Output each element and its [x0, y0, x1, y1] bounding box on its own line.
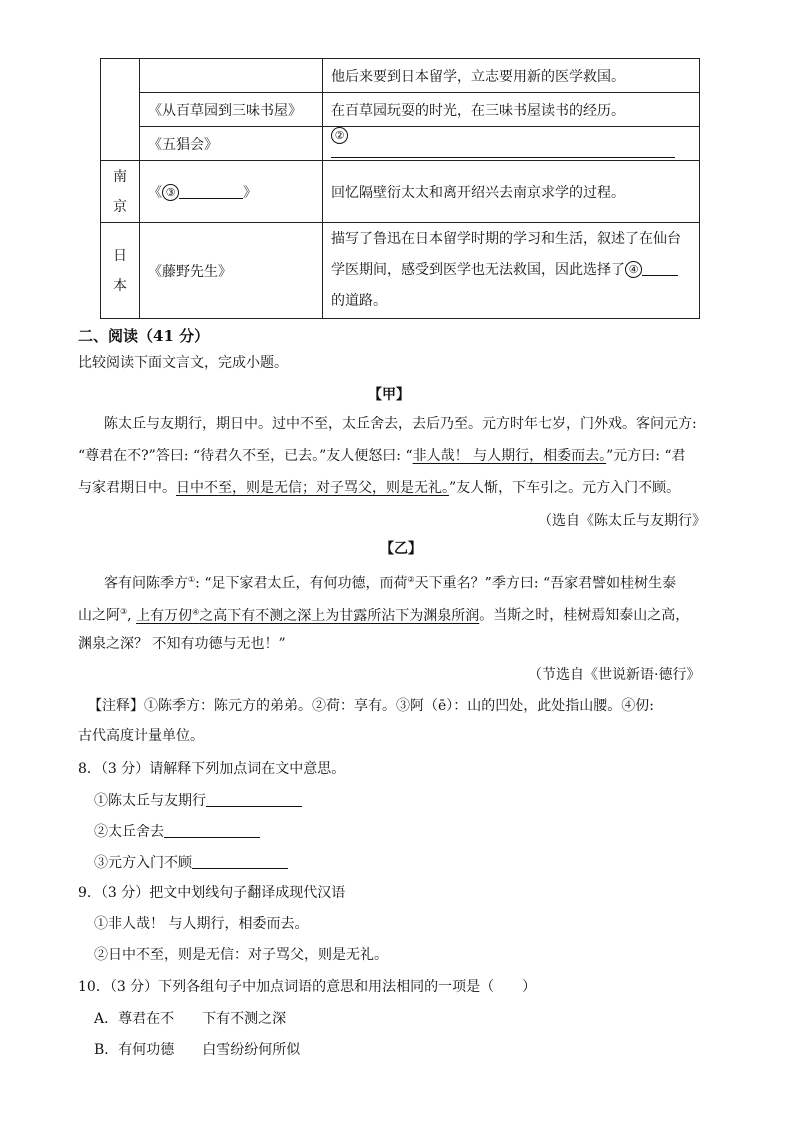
- question-item: ①陈太丘与友期行: [94, 790, 302, 810]
- marker-4: ④: [625, 261, 642, 278]
- notes-line: 古代高度计量单位。: [78, 728, 204, 744]
- section-heading: 二、阅读（41 分）: [78, 327, 210, 345]
- question-9: 9．（3 分）把文中划线句子翻译成现代汉语: [78, 885, 346, 901]
- book-mark-open: 《: [148, 184, 162, 201]
- book-mark-close: 》: [243, 184, 257, 201]
- question-item: ②日中不至，则是无信：对子骂父，则是无礼。: [94, 947, 388, 963]
- question-item: ②太丘舍去: [94, 821, 260, 841]
- passage-line: 渊泉之深？ 不知有功德与无也！”: [78, 636, 286, 652]
- marker-2: ②: [331, 127, 348, 144]
- title-cell: 《藤野先生》: [140, 223, 323, 319]
- region-cell: [101, 59, 140, 161]
- underlined-sentence-2: 日中不至，则是无信；对子骂父，则是无礼。: [176, 480, 449, 496]
- title-cell: [140, 59, 323, 93]
- table-row: [101, 59, 700, 93]
- answer-blank-3[interactable]: [179, 198, 243, 199]
- passage-line: 客有问陈季方①: “足下家君太丘，有何功德，而荷②天下重名？”季方曰: “吾家君譬如桂树生泰: [104, 575, 677, 592]
- option-a[interactable]: A．尊君在不 下有不测之深: [94, 1011, 287, 1027]
- region-label: 日本: [113, 247, 127, 294]
- passage-line: 山之阿③, 上有万仞④之高下有不测之深上为甘露所沾下为渊泉所润。当斯之时，桂树焉知泰山之高，: [78, 607, 690, 624]
- passage-source: （节选自《世说新语·德行》: [528, 667, 701, 683]
- underlined-sentence-3: 上有万仞④之高下有不测之深上为甘露所沾下为渊泉所润: [136, 607, 480, 624]
- content-line: 学医期间，感受到医学也无法救国，因此选择了 ④: [331, 255, 691, 286]
- table-row: [101, 93, 700, 127]
- title-cell: 《五猖会》: [140, 127, 323, 161]
- content-cell: 回忆隔壁衍太太和离开绍兴去南京求学的过程。: [323, 161, 700, 223]
- answer-blank[interactable]: [192, 868, 288, 869]
- content-cell: [323, 127, 700, 161]
- table-row: [101, 161, 700, 223]
- underlined-sentence-1: 非人哉！ 与人期行，相委而去。: [412, 448, 607, 464]
- table-row: [101, 223, 700, 319]
- notes-line: 【注释】①陈季方：陈元方的弟弟。②荷：享有。③阿（ē）：山的凹处，此处指山腰。④仞:: [88, 698, 654, 714]
- marker-3: ③: [162, 184, 179, 201]
- passage-jia-title: 【甲】: [368, 387, 410, 403]
- answer-blank-4[interactable]: [642, 275, 678, 276]
- answer-blank[interactable]: [206, 806, 302, 807]
- passage-yi-title: 【乙】: [380, 541, 422, 557]
- question-10: 10．（3 分）下列各组句子中加点词语的意思和用法相同的一项是（ ）: [78, 979, 537, 995]
- table-row: [101, 127, 700, 161]
- answer-blank-2[interactable]: [331, 157, 675, 158]
- title-cell: 《从百草园到三味书屋》: [140, 93, 323, 127]
- passage-source: （选自《陈太丘与友期行》: [538, 513, 706, 529]
- content-cell: 在百草园玩耍的时光，在三味书屋读书的经历。: [323, 93, 700, 127]
- section-instruction: 比较阅读下面文言文，完成小题。: [78, 355, 288, 371]
- region-cell: [101, 161, 140, 223]
- passage-line: 陈太丘与友期行，期日中。过中不至，太丘舍去，去后乃至。元方时年七岁，门外戏。客问元方:: [104, 416, 697, 432]
- passage-line: 与家君期日中。日中不至，则是无信；对子骂父，则是无礼。”友人惭，下车引之。元方入门不顾。: [78, 480, 681, 496]
- question-item: ③元方入门不顾: [94, 852, 288, 872]
- answer-blank[interactable]: [164, 837, 260, 838]
- literature-table: [100, 58, 700, 319]
- region-label: 南京: [113, 168, 127, 215]
- passage-line: “尊君在不?”答曰: “待君久不至，已去。”友人便怒曰: “非人哉！ 与人期行，相委而去。”元方曰: “君: [78, 448, 686, 464]
- content-cell: [323, 223, 700, 319]
- option-b[interactable]: B．有何功德 白雪纷纷何所似: [94, 1042, 301, 1058]
- content-line: 描写了鲁迅在日本留学时期的学习和生活，叙述了在仙台: [331, 231, 681, 247]
- question-8: 8．（3 分）请解释下列加点词在文中意思。: [78, 761, 346, 777]
- content-line: 的道路。: [331, 293, 387, 309]
- region-cell: [101, 223, 140, 319]
- content-cell: 他后来要到日本留学，立志要用新的医学救国。: [323, 59, 700, 93]
- title-cell: [140, 161, 323, 223]
- question-item: ①非人哉！ 与人期行，相委而去。: [94, 916, 309, 932]
